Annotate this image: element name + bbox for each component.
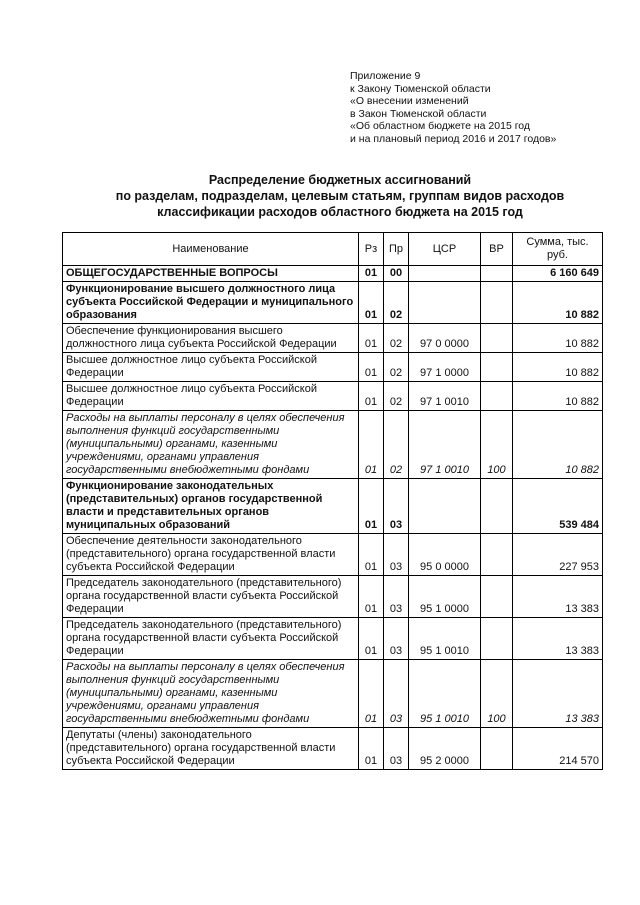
table-row bbox=[63, 411, 603, 479]
cell-pr: 02 bbox=[384, 382, 409, 411]
title-line: классификации расходов областного бюджета на 2015 год bbox=[157, 205, 523, 219]
appendix-line: к Закону Тюменской области bbox=[350, 82, 491, 95]
table-row bbox=[63, 728, 603, 770]
cell-vr bbox=[481, 324, 513, 353]
cell-rz: 01 bbox=[359, 324, 384, 353]
cell-vr bbox=[481, 618, 513, 660]
cell-rz: 01 bbox=[359, 576, 384, 618]
table-row bbox=[63, 266, 603, 282]
cell-csr: 95 2 0000 bbox=[409, 728, 481, 770]
cell-sum: 13 383 bbox=[513, 660, 603, 728]
cell-sum: 214 570 bbox=[513, 728, 603, 770]
header-csr: ЦСР bbox=[409, 233, 481, 266]
cell-csr bbox=[409, 479, 481, 534]
cell-sum: 13 383 bbox=[513, 576, 603, 618]
table-row bbox=[63, 382, 603, 411]
cell-sum: 539 484 bbox=[513, 479, 603, 534]
appendix-note bbox=[350, 70, 556, 145]
cell-rz: 01 bbox=[359, 618, 384, 660]
cell-vr bbox=[481, 728, 513, 770]
cell-rz: 01 bbox=[359, 660, 384, 728]
cell-name: Функционирование законодательных (представительных) органов государственной власти и представительных органов муниципальных образований bbox=[63, 479, 359, 534]
cell-sum: 227 953 bbox=[513, 534, 603, 576]
table-header-row bbox=[63, 233, 603, 266]
cell-pr: 03 bbox=[384, 728, 409, 770]
cell-name: Расходы на выплаты персоналу в целях обеспечения выполнения функций государственными (муниципальными) органами, казенными учреждениями, органами управления государственными внебюджетными фондами bbox=[63, 660, 359, 728]
cell-pr: 02 bbox=[384, 353, 409, 382]
cell-vr bbox=[481, 479, 513, 534]
cell-sum: 10 882 bbox=[513, 382, 603, 411]
cell-vr: 100 bbox=[481, 411, 513, 479]
cell-name: Депутаты (члены) законодательного (представительного) органа государственной власти субъекта Российской Федерации bbox=[63, 728, 359, 770]
cell-csr bbox=[409, 266, 481, 282]
appendix-line: Приложение 9 bbox=[350, 70, 421, 82]
title-line: Распределение бюджетных ассигнований bbox=[208, 173, 472, 187]
cell-rz: 01 bbox=[359, 353, 384, 382]
appendix-line: «Об областном бюджете на 2015 год bbox=[350, 120, 531, 132]
document-title bbox=[60, 172, 620, 220]
appendix-line: «О внесении изменений bbox=[350, 95, 469, 107]
cell-pr: 03 bbox=[384, 660, 409, 728]
cell-vr bbox=[481, 576, 513, 618]
cell-rz: 01 bbox=[359, 479, 384, 534]
cell-vr bbox=[481, 282, 513, 324]
cell-pr: 03 bbox=[384, 618, 409, 660]
cell-pr: 03 bbox=[384, 479, 409, 534]
cell-csr: 97 1 0000 bbox=[409, 353, 481, 382]
cell-sum: 10 882 bbox=[513, 411, 603, 479]
table-row bbox=[63, 618, 603, 660]
cell-csr: 97 0 0000 bbox=[409, 324, 481, 353]
cell-csr: 97 1 0010 bbox=[409, 382, 481, 411]
cell-rz: 01 bbox=[359, 728, 384, 770]
table-row bbox=[63, 660, 603, 728]
header-pr: Пр bbox=[384, 233, 409, 266]
cell-name: Председатель законодательного (представительного) органа государственной власти субъекта Российской Федерации bbox=[63, 618, 359, 660]
table-row bbox=[63, 479, 603, 534]
header-vr: ВР bbox=[481, 233, 513, 266]
cell-sum: 13 383 bbox=[513, 618, 603, 660]
cell-name: ОБЩЕГОСУДАРСТВЕННЫЕ ВОПРОСЫ bbox=[63, 266, 359, 282]
cell-name: Обеспечение функционирования высшего должностного лица субъекта Российской Федерации bbox=[63, 324, 359, 353]
table-row bbox=[63, 282, 603, 324]
cell-sum: 10 882 bbox=[513, 353, 603, 382]
appendix-line: и на плановый период 2016 и 2017 годов» bbox=[350, 132, 557, 145]
cell-vr bbox=[481, 266, 513, 282]
cell-vr bbox=[481, 382, 513, 411]
header-name: Наименование bbox=[63, 233, 359, 266]
cell-vr bbox=[481, 353, 513, 382]
cell-pr: 03 bbox=[384, 576, 409, 618]
cell-rz: 01 bbox=[359, 266, 384, 282]
cell-vr: 100 bbox=[481, 660, 513, 728]
cell-name: Обеспечение деятельности законодательного (представительного) органа государственной власти субъекта Российской Федерации bbox=[63, 534, 359, 576]
cell-name: Высшее должностное лицо субъекта Российской Федерации bbox=[63, 353, 359, 382]
cell-csr: 97 1 0010 bbox=[409, 411, 481, 479]
cell-rz: 01 bbox=[359, 282, 384, 324]
cell-pr: 02 bbox=[384, 324, 409, 353]
cell-rz: 01 bbox=[359, 411, 384, 479]
header-sum: Сумма, тыс. руб. bbox=[513, 233, 603, 266]
cell-pr: 02 bbox=[384, 282, 409, 324]
cell-name: Высшее должностное лицо субъекта Российской Федерации bbox=[63, 382, 359, 411]
cell-csr: 95 1 0010 bbox=[409, 660, 481, 728]
cell-pr: 03 bbox=[384, 534, 409, 576]
table-row bbox=[63, 576, 603, 618]
appendix-line: в Закон Тюменской области bbox=[350, 107, 487, 120]
cell-sum: 10 882 bbox=[513, 324, 603, 353]
cell-rz: 01 bbox=[359, 534, 384, 576]
cell-csr: 95 1 0000 bbox=[409, 576, 481, 618]
cell-vr bbox=[481, 534, 513, 576]
cell-pr: 00 bbox=[384, 266, 409, 282]
table-row bbox=[63, 353, 603, 382]
table-row bbox=[63, 324, 603, 353]
header-rz: Рз bbox=[359, 233, 384, 266]
cell-name: Расходы на выплаты персоналу в целях обеспечения выполнения функций государственными (муниципальными) органами, казенными учреждениями, органами управления государственными внебюджетными фондами bbox=[63, 411, 359, 479]
cell-csr bbox=[409, 282, 481, 324]
table-row bbox=[63, 534, 603, 576]
cell-csr: 95 1 0010 bbox=[409, 618, 481, 660]
cell-sum: 6 160 649 bbox=[513, 266, 603, 282]
cell-rz: 01 bbox=[359, 382, 384, 411]
cell-pr: 02 bbox=[384, 411, 409, 479]
cell-csr: 95 0 0000 bbox=[409, 534, 481, 576]
cell-name: Функционирование высшего должностного лица субъекта Российской Федерации и муниципального образования bbox=[63, 282, 359, 324]
budget-table bbox=[62, 232, 603, 770]
cell-name: Председатель законодательного (представительного) органа государственной власти субъекта Российской Федерации bbox=[63, 576, 359, 618]
cell-sum: 10 882 bbox=[513, 282, 603, 324]
title-line: по разделам, подразделам, целевым статьям, группам видов расходов bbox=[115, 189, 565, 203]
